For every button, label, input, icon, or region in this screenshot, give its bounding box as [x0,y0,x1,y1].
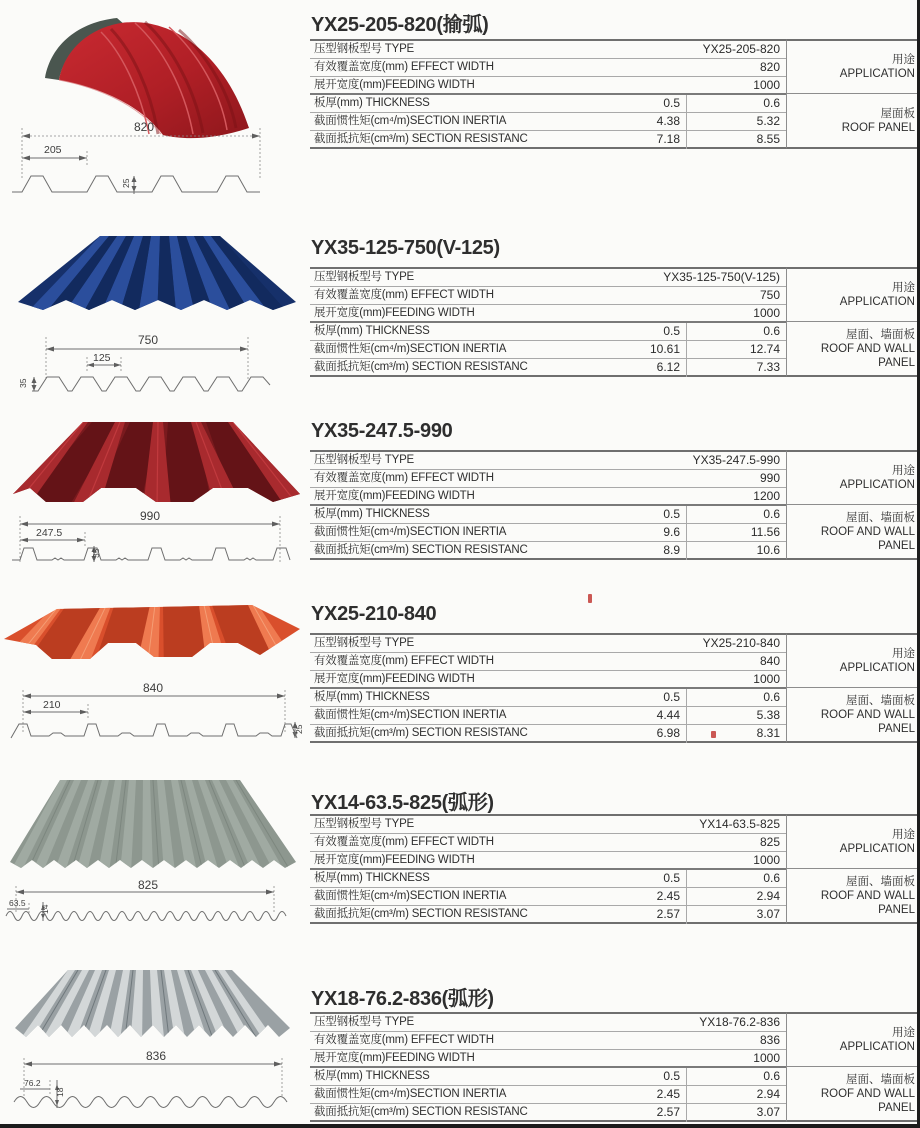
row-value: 0.6 [686,95,786,112]
row-label: 板厚(mm) THICKNESS [314,508,430,520]
application-label-zh: 用途 [892,465,915,477]
product-title: YX25-210-840 [311,603,437,625]
ink-mark [588,594,592,603]
table-row-resistance [310,131,786,149]
application-value [787,1067,918,1120]
row-label: 展开宽度(mm)FEEDING WIDTH [314,490,475,502]
row-label: 展开宽度(mm)FEEDING WIDTH [314,673,475,685]
table-row-resistance [310,906,786,924]
row-value: 2.45 [656,889,680,903]
table-row-type [310,1014,786,1032]
application-label-en: APPLICATION [839,662,915,674]
product-title: YX14-63.5-825(弧形) [311,792,494,814]
row-value: YX35-247.5-990 [692,453,780,467]
row-label: 压型钢板型号 TYPE [314,454,415,466]
table-row-resistance [310,359,786,377]
product-title: YX35-125-750(V-125) [311,237,500,259]
row-value: 11.56 [686,524,786,541]
row-value: 2.45 [656,1087,680,1101]
row-label: 板厚(mm) THICKNESS [314,325,430,337]
row-value: YX35-125-750(V-125) [663,270,780,284]
row-value: 0.6 [686,870,786,887]
application-column [786,1012,918,1122]
row-label: 压型钢板型号 TYPE [314,1016,415,1028]
row-label: 截面惯性矩(cm⁴/m)SECTION INERTIA [314,890,507,902]
row-value: 1000 [753,306,780,320]
row-label: 有效覆盖宽度(mm) EFFECT WIDTH [314,1034,494,1046]
table-row-type [310,452,786,470]
row-label: 截面抵抗矩(cm³/m) SECTION RESISTANC [314,1106,528,1118]
row-value: 7.18 [656,132,680,146]
row-label: 展开宽度(mm)FEEDING WIDTH [314,79,475,91]
table-row-thickness [310,323,786,341]
application-label-en: APPLICATION [839,68,915,80]
row-label: 截面惯性矩(cm⁴/m)SECTION INERTIA [314,343,507,355]
table-row-effect-width [310,653,786,671]
application-label-zh: 用途 [892,1027,915,1039]
spec-table-main [310,633,786,743]
table-row-thickness [310,870,786,888]
row-value: 0.5 [663,1069,680,1083]
table-row-thickness [310,95,786,113]
application-zh: 屋面、墙面板 [846,694,915,707]
application-label-zh: 用途 [892,54,915,66]
row-label: 截面抵抗矩(cm³/m) SECTION RESISTANC [314,544,528,556]
row-value: 0.6 [686,1068,786,1085]
application-header [787,816,918,869]
spec-table-main [310,267,786,377]
application-label-en: APPLICATION [839,479,915,491]
row-label: 压型钢板型号 TYPE [314,818,415,830]
row-value: 8.55 [686,131,786,149]
application-header [787,635,918,688]
row-value: 1000 [753,1051,780,1065]
profile-diagram-yx25-210-840 [5,682,305,744]
row-value: 7.33 [686,359,786,377]
row-value: 2.94 [686,888,786,905]
row-value: 0.6 [686,506,786,523]
row-value: 825 [759,835,780,849]
application-header [787,41,918,94]
application-label-zh: 用途 [892,829,915,841]
table-row-inertia [310,524,786,542]
profile-width-label: 990 [140,510,161,523]
profile-height-label: 35 [18,378,28,388]
row-label: 板厚(mm) THICKNESS [314,691,430,703]
row-value: 0.5 [663,871,680,885]
application-en: ROOF AND WALL PANEL [820,889,915,916]
profile-diagram-yx35-247-5-990 [8,510,298,568]
row-value: 0.5 [663,96,680,110]
table-row-resistance [310,542,786,560]
application-column [786,633,918,743]
table-row-feeding-width [310,671,786,689]
product-title: YX35-247.5-990 [311,420,453,442]
row-value: 1000 [753,853,780,867]
table-row-effect-width [310,834,786,852]
row-value: 1000 [753,78,780,92]
row-value: 0.6 [686,323,786,340]
row-value: 6.98 [656,726,680,740]
spec-table-main [310,1012,786,1122]
row-value: 4.38 [656,114,680,128]
row-label: 有效覆盖宽度(mm) EFFECT WIDTH [314,61,494,73]
profile-width-label: 825 [138,880,159,892]
product-photo-silver-corrugated-panel [10,962,295,1047]
row-value: 0.5 [663,507,680,521]
row-value: 836 [759,1033,780,1047]
product-photo-orange-rib-panel [2,597,302,677]
table-row-effect-width [310,59,786,77]
row-value: 10.6 [686,542,786,560]
table-row-inertia [310,1086,786,1104]
row-value: 750 [759,288,780,302]
table-row-feeding-width [310,488,786,506]
table-row-thickness [310,506,786,524]
row-value: 5.38 [686,707,786,724]
spec-table [310,1012,918,1122]
table-row-feeding-width [310,852,786,870]
application-value [787,505,918,558]
row-label: 截面惯性矩(cm⁴/m)SECTION INERTIA [314,709,507,721]
application-label-zh: 用途 [892,648,915,660]
table-row-feeding-width [310,77,786,95]
row-label: 展开宽度(mm)FEEDING WIDTH [314,1052,475,1064]
page-edge-bottom [0,1124,920,1128]
row-label: 展开宽度(mm)FEEDING WIDTH [314,854,475,866]
row-value: 10.61 [649,342,680,356]
row-value: 1200 [753,489,780,503]
row-value: 2.94 [686,1086,786,1103]
row-value: 840 [759,654,780,668]
profile-pitch-label: 63.5 [9,898,26,908]
application-label-en: APPLICATION [839,1041,915,1053]
row-value: 8.31 [686,725,786,743]
row-label: 压型钢板型号 TYPE [314,271,415,283]
row-value: 4.44 [656,708,680,722]
product-title: YX25-205-820(揄弧) [311,14,489,36]
table-row-feeding-width [310,1050,786,1068]
profile-pitch-label: 76.2 [24,1078,41,1088]
table-row-thickness [310,689,786,707]
table-row-feeding-width [310,305,786,323]
spec-table-main [310,814,786,924]
product-title: YX18-76.2-836(弧形) [311,988,494,1010]
row-value: 3.07 [686,1104,786,1122]
row-label: 截面抵抗矩(cm³/m) SECTION RESISTANC [314,133,528,145]
row-value: 820 [759,60,780,74]
application-value [787,688,918,741]
product-photo-gray-corrugated-panel [8,776,298,872]
spec-table-main [310,39,786,149]
application-column [786,814,918,924]
profile-width-label: 820 [134,120,155,134]
row-value: 2.57 [656,907,680,921]
profile-pitch-label: 125 [93,352,111,364]
row-label: 截面抵抗矩(cm³/m) SECTION RESISTANC [314,361,528,373]
application-value [787,94,918,147]
row-value: YX25-205-820 [702,42,780,56]
spec-table [310,450,918,560]
application-label-zh: 用途 [892,282,915,294]
spec-table [310,267,918,377]
row-value: 2.57 [656,1105,680,1119]
spec-table [310,814,918,924]
row-label: 板厚(mm) THICKNESS [314,97,430,109]
application-header [787,452,918,505]
profile-height-label: 18 [55,1087,65,1097]
row-value: YX18-76.2-836 [699,1015,780,1029]
profile-width-label: 750 [138,333,159,347]
spec-table [310,633,918,743]
application-en: ROOF AND WALL PANEL [820,342,915,369]
application-en: ROOF AND WALL PANEL [820,525,915,552]
table-row-resistance [310,1104,786,1122]
row-value: 6.12 [656,360,680,374]
table-row-type [310,41,786,59]
application-zh: 屋面板 [880,107,915,120]
row-value: 1000 [753,672,780,686]
table-row-thickness [310,1068,786,1086]
application-header [787,1014,918,1067]
profile-diagram-yx35-125-750 [8,325,288,395]
profile-pitch-label: 205 [44,144,62,156]
product-photo-darkred-rib-panel [8,416,303,508]
row-value: 8.9 [663,543,680,557]
profile-width-label: 836 [146,1050,167,1063]
table-row-inertia [310,707,786,725]
application-column [786,39,918,149]
profile-height-label: 25 [294,724,304,734]
profile-height-label: 25 [121,178,131,188]
table-row-type [310,269,786,287]
row-value: 3.07 [686,906,786,924]
row-value: 0.5 [663,324,680,338]
table-row-effect-width [310,1032,786,1050]
product-photo-blue-corrugated-panel [8,230,303,322]
profile-pitch-label: 247.5 [36,527,63,539]
profile-width-label: 840 [143,682,164,695]
profile-diagram-yx18-76-2-836 [8,1050,298,1112]
application-zh: 屋面、墙面板 [846,1073,915,1086]
application-en: ROOF AND WALL PANEL [820,1087,915,1114]
application-header [787,269,918,322]
table-row-type [310,816,786,834]
row-value: 12.74 [686,341,786,358]
application-zh: 屋面、墙面板 [846,511,915,524]
row-value: 0.5 [663,690,680,704]
row-label: 截面惯性矩(cm⁴/m)SECTION INERTIA [314,1088,507,1100]
row-label: 有效覆盖宽度(mm) EFFECT WIDTH [314,472,494,484]
ink-mark [711,731,716,738]
profile-diagram-yx25-205-820 [8,118,288,198]
row-value: YX25-210-840 [702,636,780,650]
application-column [786,267,918,377]
row-label: 有效覆盖宽度(mm) EFFECT WIDTH [314,289,494,301]
row-label: 截面惯性矩(cm⁴/m)SECTION INERTIA [314,526,507,538]
table-row-effect-width [310,287,786,305]
application-column [786,450,918,560]
application-en: ROOF PANEL [841,121,915,134]
row-label: 有效覆盖宽度(mm) EFFECT WIDTH [314,655,494,667]
profile-height-label: 35 [91,548,101,558]
row-value: 990 [759,471,780,485]
application-value [787,322,918,375]
row-label: 压型钢板型号 TYPE [314,43,415,55]
row-label: 截面抵抗矩(cm³/m) SECTION RESISTANC [314,908,528,920]
profile-diagram-yx14-63-5-825 [2,880,292,925]
spec-table-main [310,450,786,560]
application-value [787,869,918,922]
row-value: 9.6 [663,525,680,539]
row-label: 板厚(mm) THICKNESS [314,872,430,884]
table-row-inertia [310,888,786,906]
row-value: 0.6 [686,689,786,706]
table-row-effect-width [310,470,786,488]
row-label: 展开宽度(mm)FEEDING WIDTH [314,307,475,319]
table-row-inertia [310,341,786,359]
application-label-en: APPLICATION [839,296,915,308]
application-zh: 屋面、墙面板 [846,875,915,888]
spec-table [310,39,918,149]
application-zh: 屋面、墙面板 [846,328,915,341]
row-value: YX14-63.5-825 [699,817,780,831]
application-label-en: APPLICATION [839,843,915,855]
application-en: ROOF AND WALL PANEL [820,708,915,735]
profile-pitch-label: 210 [43,699,61,711]
row-label: 截面惯性矩(cm⁴/m)SECTION INERTIA [314,115,507,127]
table-row-type [310,635,786,653]
row-label: 压型钢板型号 TYPE [314,637,415,649]
table-row-inertia [310,113,786,131]
profile-height-label: 14 [40,904,50,914]
row-label: 截面抵抗矩(cm³/m) SECTION RESISTANC [314,727,528,739]
row-label: 有效覆盖宽度(mm) EFFECT WIDTH [314,836,494,848]
row-label: 板厚(mm) THICKNESS [314,1070,430,1082]
row-value: 5.32 [686,113,786,130]
